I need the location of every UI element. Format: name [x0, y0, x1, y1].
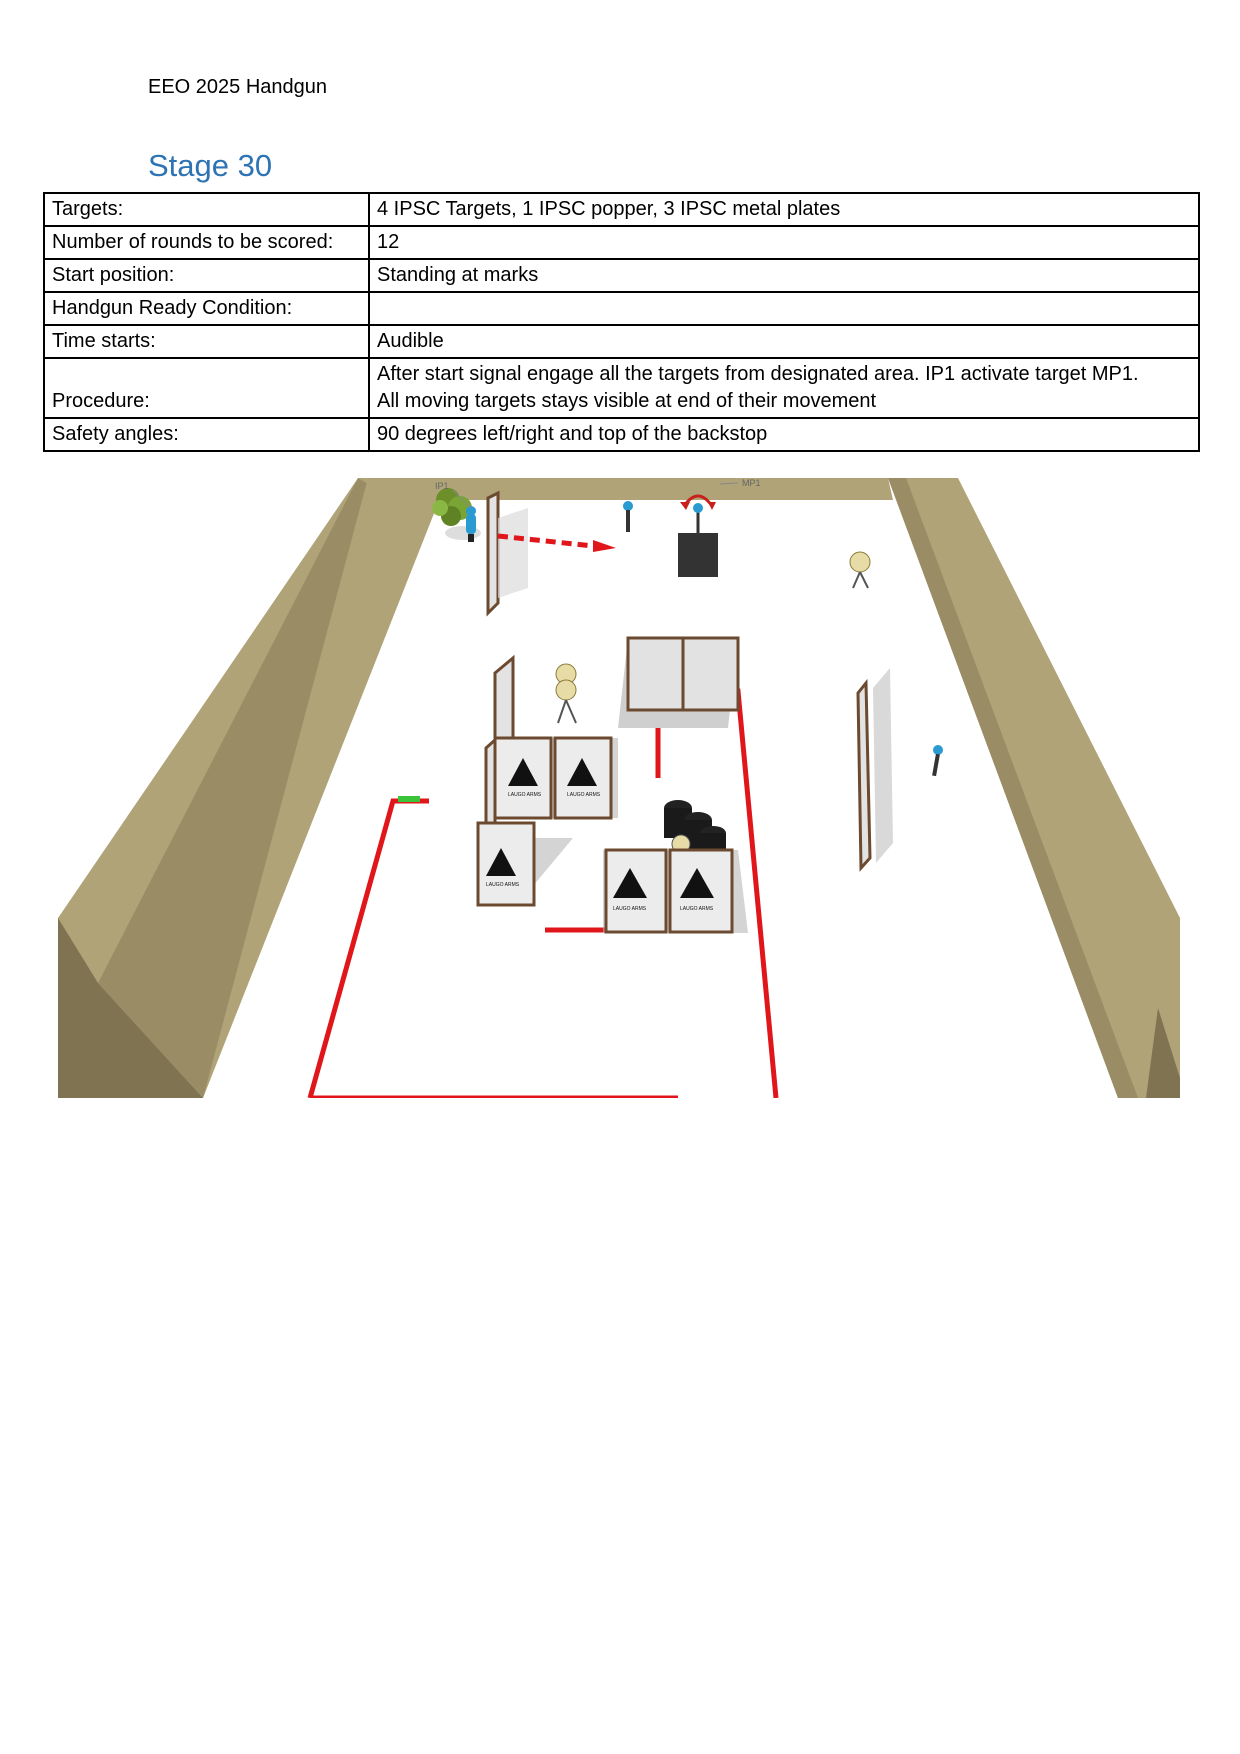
stage-info-table: [43, 192, 1200, 452]
row-value: Standing at marks: [369, 259, 1199, 292]
row-key: Handgun Ready Condition:: [44, 292, 369, 325]
ipsc-target-panel: [603, 850, 748, 933]
row-value: [369, 292, 1199, 325]
logo-label: LAUGO ARMS: [486, 882, 520, 888]
row-value: Audible: [369, 325, 1199, 358]
table-row: [44, 292, 1199, 325]
page-header: EEO 2025 Handgun: [148, 76, 328, 98]
logo-label: LAUGO ARMS: [508, 792, 542, 798]
row-key: Number of rounds to be scored:: [44, 226, 369, 259]
stage-diagram: [58, 478, 1180, 1098]
wall-panel: [618, 638, 738, 728]
table-row: [44, 193, 1199, 226]
table-row: [44, 259, 1199, 292]
table-row: [44, 325, 1199, 358]
table-row: [44, 358, 1199, 418]
stage-title: Stage 30: [148, 148, 273, 183]
ip1-label: IP1: [435, 481, 449, 491]
row-value: 90 degrees left/right and top of the backstop: [369, 418, 1199, 451]
table-row: [44, 418, 1199, 451]
row-key: Safety angles:: [44, 418, 369, 451]
start-mark: [398, 796, 420, 802]
ipsc-target-panel: [495, 738, 618, 818]
row-key: Start position:: [44, 259, 369, 292]
row-key: Targets:: [44, 193, 369, 226]
row-value: After start signal engage all the targets from designated area. IP1 activate target MP1. All moving targets stays visible at end of their movement: [369, 358, 1199, 418]
logo-label: LAUGO ARMS: [613, 906, 647, 912]
row-key: Time starts:: [44, 325, 369, 358]
row-value: 4 IPSC Targets, 1 IPSC popper, 3 IPSC metal plates: [369, 193, 1199, 226]
row-value: 12: [369, 226, 1199, 259]
mp1-label: MP1: [742, 478, 761, 488]
table-row: [44, 226, 1199, 259]
logo-label: LAUGO ARMS: [567, 792, 601, 798]
row-key: Procedure:: [44, 358, 369, 418]
logo-label: LAUGO ARMS: [680, 906, 714, 912]
